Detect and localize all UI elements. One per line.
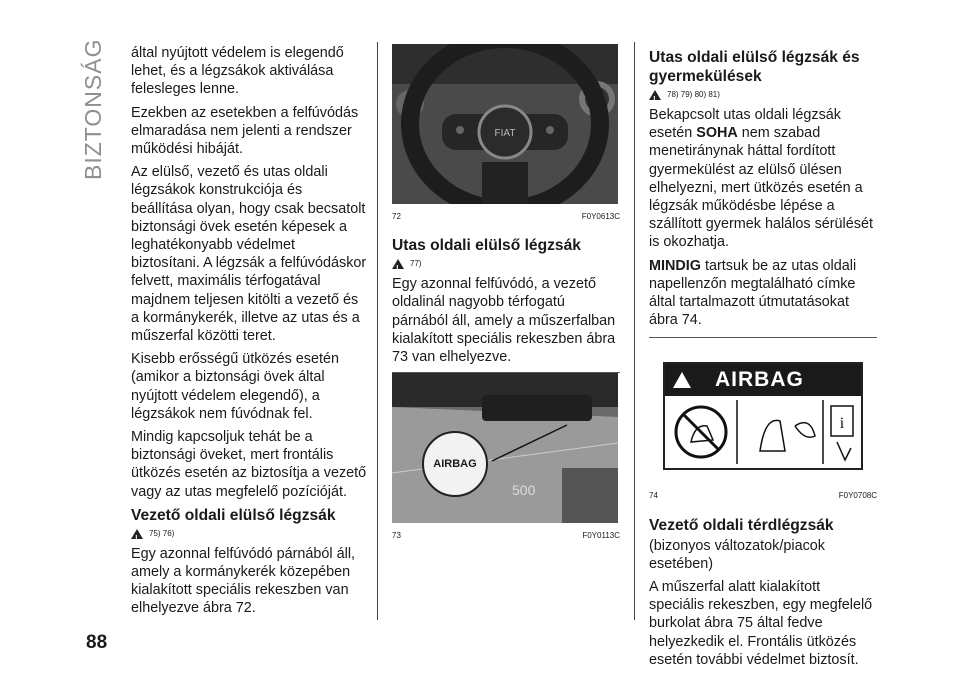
figure-72-steering-wheel [392, 44, 618, 204]
svg-text:500: 500 [512, 482, 536, 499]
paragraph: Bekapcsolt utas oldali légzsák esetén SOHA nem szabad menetiránynak háttal fordított gyermekülést az elülső ülésen elhelyezni, mert ütközés esetén a légzsák működésbe lépése a szállított gyermek halálos sérülését is okozhatja. [649, 107, 873, 251]
section-heading: Vezető oldali elülső légzsák [131, 506, 336, 524]
column-3 [649, 44, 877, 674]
column-2 [392, 44, 620, 555]
warning-refs: ! 78) 79) 80) 81) [649, 88, 877, 102]
warning-icon [392, 259, 404, 269]
section-heading: Utas oldali elülső légzsák [392, 237, 581, 255]
divider [649, 337, 877, 338]
airbag-callout: AIRBAG [422, 431, 488, 497]
paragraph: (bizonyos változatok/piacok esetében) [649, 537, 825, 572]
warning-refs: ! 75) 76) [131, 527, 367, 541]
steering-wheel-image [392, 44, 618, 204]
paragraph: MINDIG tartsuk be az utas oldali napellenzőn megtalálható címke által tartalmazott útmutatásokat ábra 74. [649, 257, 857, 329]
paragraph: Ezekben az esetekben a felfúvódás elmaradása nem jelenti a rendszer működési hibáját. [131, 104, 359, 158]
svg-text:i: i [839, 414, 845, 432]
svg-text:FIAT: FIAT [494, 128, 516, 139]
column-divider [634, 42, 635, 620]
figure-caption: 74 F0Y0708C [649, 491, 877, 501]
column-1 [131, 44, 367, 623]
figure-caption: 73 F0Y0113C [392, 531, 620, 541]
label-pictograms [665, 396, 861, 468]
paragraph: Mindig kapcsoljuk tehát be a biztonsági öveket, mert frontális ütközés esetén az biztosítja a vezető vagy az utas megfelelő pozícióját. [131, 429, 367, 500]
paragraph: Egy azonnal felfúvódó párnából áll, amely a kormánykerék közepében kialakított speciális rekeszben van elhelyezve ábra 72. [131, 545, 356, 617]
paragraph: Egy azonnal felfúvódó, a vezető oldalinál nagyobb térfogatú párnából áll, amely a műszerfalban kialakított speciális rekeszben ábra 73 van elhelyezve. [392, 276, 616, 366]
column-divider [377, 42, 378, 620]
figure-caption: 72 F0Y0613C [392, 212, 620, 221]
warning-icon [649, 90, 661, 100]
paragraph: Az elülső, vezető és utas oldali légzsákok konstrukciója és beállítása olyan, hogy csak becsatolt biztonsági övek esetén képesek a leghatékonyabb védelmet biztosítani. A légzsák a felfúvódáskor felvett, maximális térfogatával majdnem teljesen kitölti a vezető és a kormánykerék, illetve az utas és a műszerfal közötti teret. [131, 164, 367, 345]
airbag-warning-label [663, 362, 863, 470]
paragraph: A műszerfal alatt kialakított speciális rekeszben, egy megfelelő burkolat ábra 75 által fedve helyezkedik el. Frontális ütközés esetén további védelmet biztosít. [649, 579, 873, 668]
section-heading: Utas oldali elülső légzsák és gyermekülések [649, 49, 860, 85]
warning-icon [673, 372, 691, 388]
page-number: 88 [86, 632, 108, 653]
paragraph: Kisebb erősségű ütközés esetén (amikor a biztonsági övek által nyújtott védelem elegendő), a légzsákok nem fúvódnak fel. [131, 351, 339, 422]
warning-refs: ! 77) [392, 257, 620, 271]
figure-74-airbag-label [649, 348, 877, 483]
section-tab: BIZTONSÁG [80, 38, 106, 180]
figure-73-dashboard-airbag [392, 373, 618, 523]
paragraph: által nyújtott védelem is elegendő lehet, és a légzsákok aktiválása felesleges lenne. [131, 45, 344, 98]
airbag-title: AIRBAG [715, 367, 804, 391]
section-heading: Vezető oldali térdlégzsák [649, 516, 834, 534]
warning-icon [131, 529, 143, 539]
